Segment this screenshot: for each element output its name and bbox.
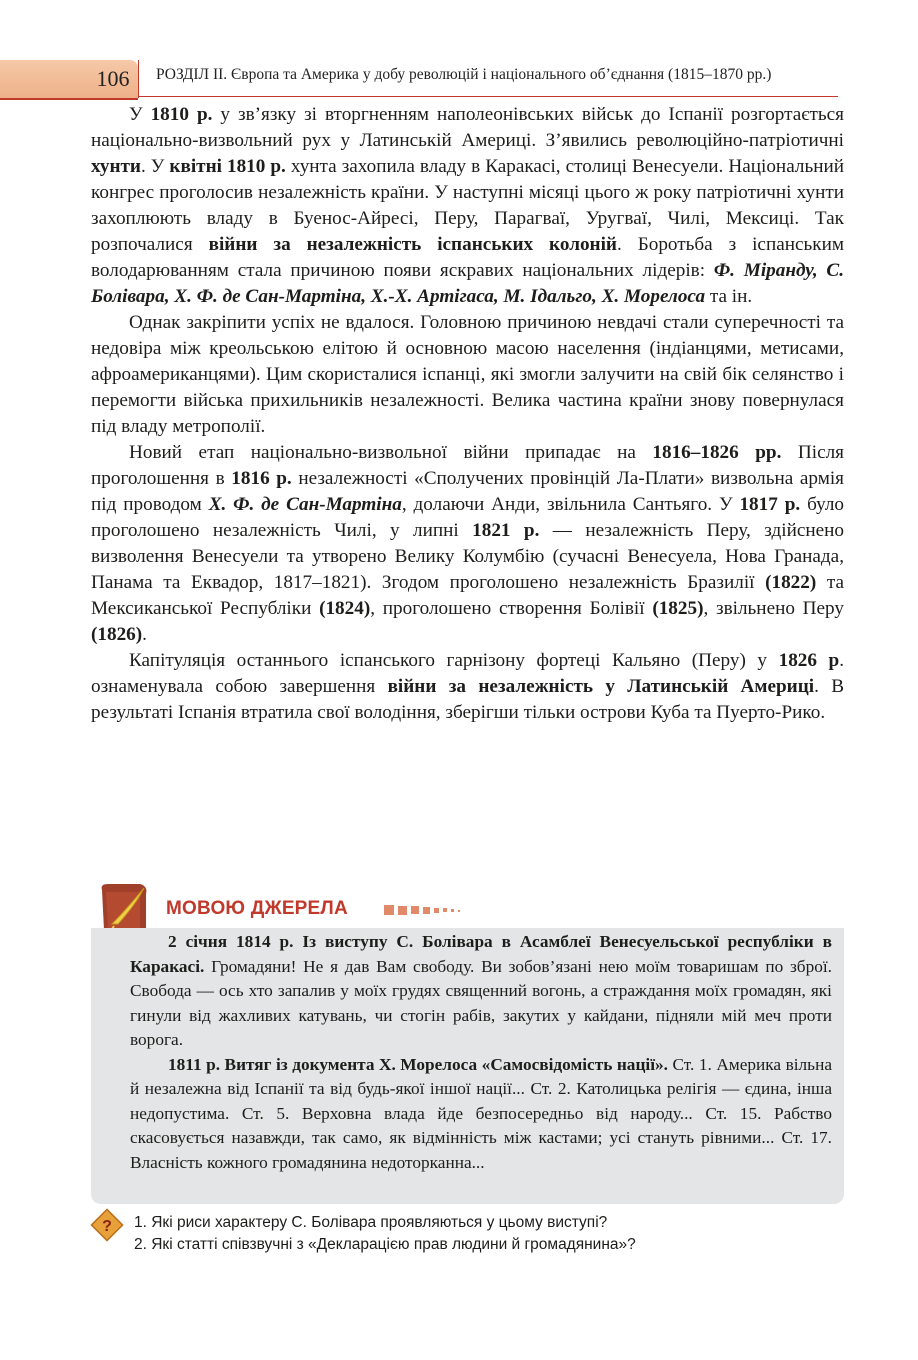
header-rule — [138, 96, 838, 97]
paragraph: Новий етап національно-визвольної війни припадає на 1816–1826 рр. Після проголошення в 1816 р. незалежності «Сполучених провінцій Ла-Плати» визвольна армія під проводом Х. Ф. де Сан-Мартіна, долаючи Анди, звільнила Сантьяго. У 1817 р. було проголошено незалежність Чилі, у липні 1821 р. — незалежність Перу, здійснено визволення Венесуели та утворено Велику Колумбію (сучасні Венесуела, Нова Гранада, Панама та Еквадор, 1817–1821). Згодом проголошено незалежність Бразилії (1822) та Мексиканської Республіки (1824), проголошено створення Болівії (1825), звільнено Перу (1826). — [91, 442, 845, 645]
paragraph: Капітуляція останнього іспанського гарнізону фортеці Кальяно (Перу) у 1826 р. ознаменувала собою завершення війни за незалежність у Латинській Америці. В результаті Іспанія втратила свої володіння, зберігши тільки острови Куба та Пуерто-Рико. — [91, 650, 844, 723]
source-excerpt: 2 січня 1814 р. Із виступу С. Болівара в Асамблеї Венесуельської республіки в Каракасі. Громадяни! Не я дав Вам свободу. Ви зобов’язані нею моїм товаришам по зброї. Свобода — ось хто запалив у моїх грудях священний вогонь, а страждання моїх громадян, які гинули від жахливих катувань, чи стогін рабів, закутих у кайдани, підняли мій меч проти ворога. — [130, 932, 832, 1049]
question-list — [134, 1212, 636, 1256]
question-item: 2. Які статті співзвучні з «Декларацією прав людини й громадянина»? — [134, 1236, 636, 1253]
question-item: 1. Які риси характеру С. Болівара проявляються у цьому виступі? — [134, 1214, 608, 1231]
page-number: 106 — [96, 66, 130, 91]
source-excerpt: 1811 р. Витяг із документа Х. Морелоса «Самосвідомість нації». Ст. 1. Америка вільна й незалежна від Іспанії та від будь-якої іншої нації... Ст. 2. Католицька релігія — єдина, інша недопустима. Ст. 5. Верховна влада йде безпосередньо від народу... Ст. 15. Рабство скасовується назавжди, так само, як відмінність між кастами; усі стануть рівними... Ст. 17. Власність кожного громадянина недоторканна... — [130, 1054, 832, 1172]
running-title: РОЗДІЛ II. Європа та Америка у добу революцій і національного об’єднання (1815–1870 рр.) — [156, 66, 772, 83]
question-diamond-icon — [90, 1208, 124, 1242]
header-divider — [138, 60, 139, 98]
ornament-icon — [382, 902, 502, 918]
main-text — [91, 102, 844, 726]
paragraph: У 1810 р. у зв’язку зі вторгненням наполеонівських військ до Іспанії розгортається національно-визвольний рух у Латинській Америці. З’явились революційно-патріотичні хунти. У квітні 1810 р. хунта захопила владу в Каракасі, столиці Венесуели. Національний конгрес проголосив незалежність країни. У наступні місяці цього ж року патріотичні хунти захоплюють владу в Буенос-Айресі, Перу, Парагваї, Уругваї, Чилі, Мексиці. Так розпочалися війни за незалежність іспанських колоній. Боротьба з іспанським володарюванням стала причиною появи яскравих національних лідерів: Ф. Міранду, С. Болівара, Х. Ф. де Сан-Мартіна, Х.-Х. Артігаса, М. Ідальго, Х. Морелоса та ін. — [91, 104, 845, 307]
paragraph: Однак закріпити успіх не вдалося. Головною причиною невдачі стали суперечності та недовіра між креольською елітою й основною масою населення (індіанцями, метисами, афроамериканцями). Цим скористалися іспанці, які змогли залучити на свій бік селянство і перемогти війська прихильників незалежності. Велика частина країни знову повернулася під владу метрополії. — [91, 312, 844, 437]
svg-text:?: ? — [102, 1218, 112, 1235]
source-section-title: МОВОЮ ДЖЕРЕЛА — [166, 898, 348, 919]
source-text — [130, 930, 832, 1175]
